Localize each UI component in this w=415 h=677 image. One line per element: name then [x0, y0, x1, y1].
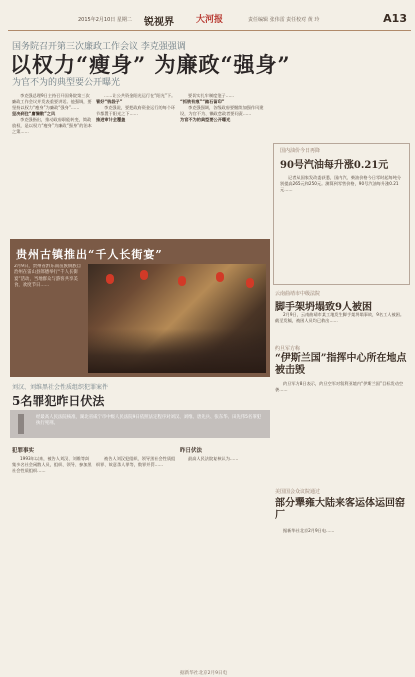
item4-headline: 部分犟雍大陆来客运体运回窑厂	[275, 498, 405, 521]
lead-column-1	[12, 93, 92, 235]
photo-title: 贵州古镇推出“千人长街宴”	[16, 248, 163, 261]
case-paragraph: 最高人民法院复核认为……	[188, 456, 239, 461]
lead-kicker: 国务院召开第三次廉政工作会议 李克强强调	[12, 42, 186, 52]
case-paragraph: 被告人刘汉犯组织、领导黑社会性质组织罪、故意杀人罪等，数罪并罚……	[96, 456, 176, 467]
lead-subheading: 管好“钱袋子”	[96, 99, 123, 104]
item3-paragraph: 约旦军方8日表示，约旦空军对叙利亚境内“伊斯兰国”目标发动空袭……	[275, 381, 404, 392]
lead-subheading: 为官不为的典型要公开曝光	[180, 117, 231, 122]
lead-paragraph: 要切实扎牢制度笼子……	[188, 93, 235, 98]
lead-subheading: 推进审计全覆盖	[96, 117, 126, 122]
sidebar-tag: 国内油价今日再降	[280, 148, 321, 154]
item4-paragraph: 据新华社北京2月9日电……	[283, 528, 335, 533]
lead-subheading: 坚决刹住“庸懒散”之风	[12, 111, 56, 116]
publication-date: 2015年2月10日 星期二	[78, 17, 132, 23]
case-quote-box	[10, 410, 270, 438]
quote-bar-icon	[18, 414, 24, 434]
case-tagline: 据新华社北京2月9日电	[180, 671, 228, 676]
item2-paragraph: 2月9日，云南曲靖市某工地发生脚手架坍塌事故，9名工人被困。截至发稿，被困人员均已救出……	[275, 312, 405, 323]
lead-paragraph: 李克强总理9日主持召开国务院第三次廉政工作会议并发表重要讲话。他强调，要坚持以权力“瘦身”为廉政“强身”……	[12, 93, 92, 110]
lantern-icon	[246, 278, 254, 288]
lantern-icon	[216, 272, 224, 282]
item4-tag: 美国国会众议院通过	[275, 489, 321, 495]
item3-tag: 约旦军方称	[275, 346, 301, 352]
newspaper-logo: 大河报	[196, 15, 224, 25]
case-column-3	[180, 456, 268, 668]
item2-body	[275, 312, 407, 340]
item4-body	[275, 528, 407, 668]
page-number: A13	[383, 12, 407, 25]
item3-body	[275, 381, 407, 476]
item2-headline: 脚手架坍塌致9人被困	[275, 302, 372, 313]
lead-column-2	[96, 93, 176, 235]
case-paragraph: 1993年以来，被告人刘汉、刘维等纠集多名社会闲散人员，组织、领导、参加黑社会性质组织……	[12, 456, 92, 473]
lead-paragraph: ……让公共资金阳光运行在“阳光”下。	[104, 93, 176, 98]
sidebar-headline: 90号汽油每升涨0.21元	[280, 160, 389, 171]
lead-column-3	[180, 93, 268, 235]
item3-headline: “伊斯兰国”指挥中心所在地点被击毁	[275, 353, 407, 376]
section-executed: 昨日伏法	[180, 448, 203, 454]
lead-paragraph: 李克强指出，推动政府职能转变，简政放权，是以权力“瘦身”为廉政“强身”的治本之策……	[12, 117, 92, 134]
photo-caption: 2月9日，贵州省黔东南苗族侗族自治州在雷山县郎德举行“千人长街宴”活动，当地群众与游客共享美食，欢度节日……	[14, 264, 82, 289]
sidebar-paragraph: 记者从国家发改委获悉，国内汽、柴油价格今日零时起每吨分别提高265元和250元。测算到零售价格，90号汽油每升涨0.21元……	[280, 175, 402, 192]
lead-headline: 以权力“瘦身” 为廉政“强身”	[10, 52, 291, 77]
case-headline: 5名罪犯昨日伏法	[12, 394, 105, 408]
lead-subheading: “抓铁有痕”“踏石留印”	[180, 99, 225, 104]
case-column-2	[96, 456, 176, 668]
lead-paragraph: 李克强强调，各级政府要继续加强作风建设，为官不为、懒政怠政者要问责……	[180, 105, 264, 116]
street-banquet-photo	[88, 264, 266, 373]
lantern-icon	[140, 270, 148, 280]
lead-subhead: 为官不为的典型要公开曝光	[12, 78, 121, 88]
lantern-icon	[178, 276, 186, 286]
crowd-shape	[88, 329, 266, 373]
editors-line: 责任编辑 张伟雷 责任校对 黄 玲	[248, 17, 320, 23]
section-name: 锐视界	[144, 17, 174, 28]
oil-price-box	[273, 143, 410, 285]
sidebar-body	[280, 175, 402, 275]
item2-tag: 云南曲靖市中级法院	[275, 291, 321, 297]
section-crime-facts: 犯罪事实	[12, 448, 35, 454]
case-column-1	[12, 456, 92, 668]
header-rule	[8, 30, 411, 31]
lantern-icon	[106, 274, 114, 284]
case-quote: 经最高人民法院核准，湖北省咸宁市中级人民法院9日依照法定程序对刘汉、刘维、唐先兵、张东华、田先伟5名罪犯执行死刑。	[36, 415, 262, 426]
page-header	[78, 12, 413, 26]
lead-paragraph: 李克强说，要把政府资金运行的每个环节都置于阳光之下……	[96, 105, 176, 116]
case-kicker: 刘汉、刘维黑社会性质组织犯罪案件	[12, 384, 109, 391]
